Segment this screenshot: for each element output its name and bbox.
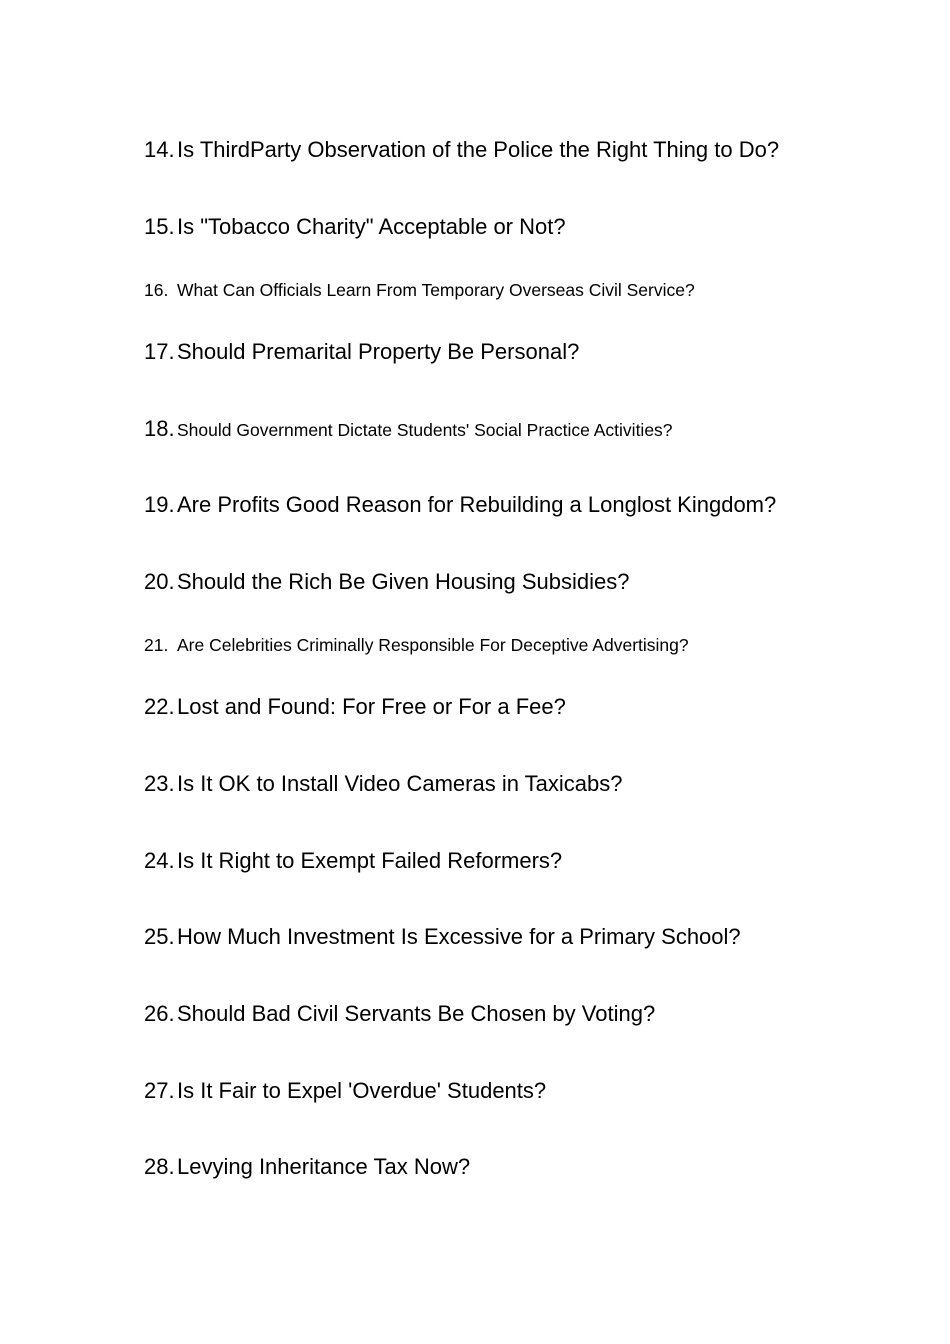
item-number: 26. <box>144 1001 175 1026</box>
item-text: Are Profits Good Reason for Rebuilding a Longlost Kingdom? <box>177 492 777 517</box>
list-item <box>144 1003 655 1025</box>
item-text: Are Celebrities Criminally Responsible For Deceptive Advertising? <box>177 635 689 655</box>
list-item <box>144 494 776 516</box>
list-item <box>144 341 579 363</box>
item-number: 24. <box>144 848 175 873</box>
item-number: 20. <box>144 569 175 594</box>
item-text: Is ThirdParty Observation of the Police the Right Thing to Do? <box>177 137 780 162</box>
item-text: Should the Rich Be Given Housing Subsidies? <box>177 569 630 594</box>
list-item <box>144 1080 546 1102</box>
list-item <box>144 696 566 718</box>
item-text: Is It OK to Install Video Cameras in Taxicabs? <box>177 771 623 796</box>
list-item <box>144 139 779 161</box>
item-text: How Much Investment Is Excessive for a Primary School? <box>177 924 741 949</box>
item-number: 25. <box>144 924 175 949</box>
list-item <box>144 571 630 593</box>
item-text: What Can Officials Learn From Temporary Overseas Civil Service? <box>177 280 695 300</box>
item-text: Should Bad Civil Servants Be Chosen by Voting? <box>177 1001 656 1026</box>
list-item <box>144 216 566 238</box>
list-item <box>144 773 623 795</box>
item-number: 17. <box>144 339 175 364</box>
item-text: Is It Fair to Expel 'Overdue' Students? <box>177 1078 547 1103</box>
list-item <box>144 926 741 948</box>
item-text: Should Government Dictate Students' Social Practice Activities? <box>177 420 673 440</box>
item-number: 19. <box>144 492 175 517</box>
item-text: Should Premarital Property Be Personal? <box>177 339 580 364</box>
list-item <box>144 418 673 440</box>
item-number: 16. <box>144 280 169 300</box>
item-number: 27. <box>144 1078 175 1103</box>
item-number: 18. <box>144 416 175 441</box>
list-item <box>144 282 695 300</box>
list-item <box>144 1156 470 1178</box>
item-text: Is It Right to Exempt Failed Reformers? <box>177 848 563 873</box>
list-item <box>144 637 689 655</box>
item-text: Is "Tobacco Charity" Acceptable or Not? <box>177 214 566 239</box>
item-text: Levying Inheritance Tax Now? <box>177 1154 471 1179</box>
item-number: 28. <box>144 1154 175 1179</box>
item-number: 22. <box>144 694 175 719</box>
item-text: Lost and Found: For Free or For a Fee? <box>177 694 566 719</box>
item-number: 15. <box>144 214 175 239</box>
list-item <box>144 850 562 872</box>
item-number: 14. <box>144 137 175 162</box>
item-number: 21. <box>144 635 169 655</box>
item-number: 23. <box>144 771 175 796</box>
